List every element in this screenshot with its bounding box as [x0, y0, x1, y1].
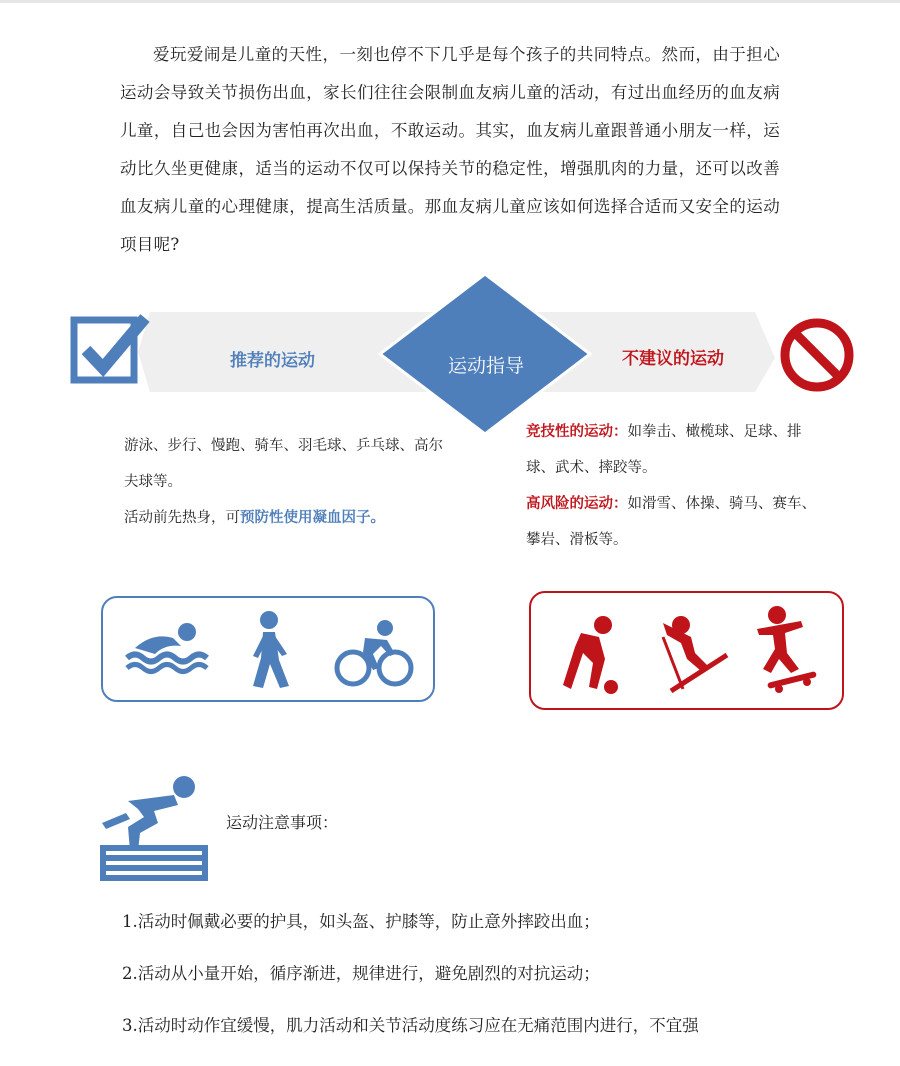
walking-icon [253, 611, 289, 688]
recommended-warmup [124, 500, 454, 536]
recommended-label: 推荐的运动 [230, 351, 315, 371]
slip-hazard-icon [98, 775, 210, 883]
football-icon [563, 616, 618, 694]
high-risk-label: 高风险的运动： [526, 496, 628, 512]
competitive-text: 如拳击、橄榄球、足球、排球、武术、摔跤等。 [526, 424, 802, 476]
notes-title: 运动注意事项： [226, 813, 339, 832]
cycling-icon [337, 620, 411, 684]
recommended-list: 游泳、步行、慢跑、骑车、羽毛球、乒乓球、高尔夫球等。 [124, 438, 443, 490]
center-label: 运动指导 [447, 355, 524, 377]
intro-paragraph: 爱玩爱闹是儿童的天性，一刻也停不下几乎是每个孩子的共同特点。然而，由于担心运动会导致关节损伤出血，家长们往往会限制血友病儿童的活动，有过出血经历的血友病儿童，自己也会因为害怕再次出血，不敢运动。其实，血友病儿童跟普通小朋友一样，运动比久坐更健康，适当的运动不仅可以保持关节的稳定性，增强肌肉的力量，还可以改善血友病儿童的心理健康，提高生活质量。那血友病儿童应该如何选择合适而又安全的运动项目呢? [120, 45, 780, 254]
skiing-icon [663, 616, 727, 691]
skateboard-icon [757, 606, 817, 693]
not-recommended-label: 不建议的运动 [622, 349, 724, 369]
swimming-icon [127, 623, 207, 672]
notes-list [122, 910, 802, 1066]
list-item: 1.活动时佩戴必要的护具，如头盔、护膝等，防止意外摔跤出血； [122, 912, 600, 931]
recommended-text [124, 428, 454, 536]
high-risk-text: 如滑雪、体操、骑马、赛车、攀岩、滑板等。 [526, 496, 816, 548]
warmup-highlight: 预防性使用凝血因子。 [240, 510, 385, 526]
warmup-prefix: 活动前先热身，可 [124, 510, 240, 526]
high-risk-item [526, 486, 816, 558]
list-item: 2.活动从小量开始，循序渐进，规律进行，避免剧烈的对抗运动； [122, 964, 600, 983]
checkbox-icon [74, 318, 145, 380]
recommended-icons-box [101, 596, 435, 702]
top-border [0, 0, 900, 3]
list-item: 3.活动时动作宜缓慢，肌力活动和关节活动度练习应在无痛范围内进行，不宜强 [122, 1016, 699, 1035]
not-recommended-text [526, 414, 816, 558]
competitive-label: 竞技性的运动： [526, 424, 628, 440]
competitive-item [526, 414, 816, 486]
prohibited-icon [785, 323, 849, 387]
not-recommended-icons-box [529, 591, 844, 710]
